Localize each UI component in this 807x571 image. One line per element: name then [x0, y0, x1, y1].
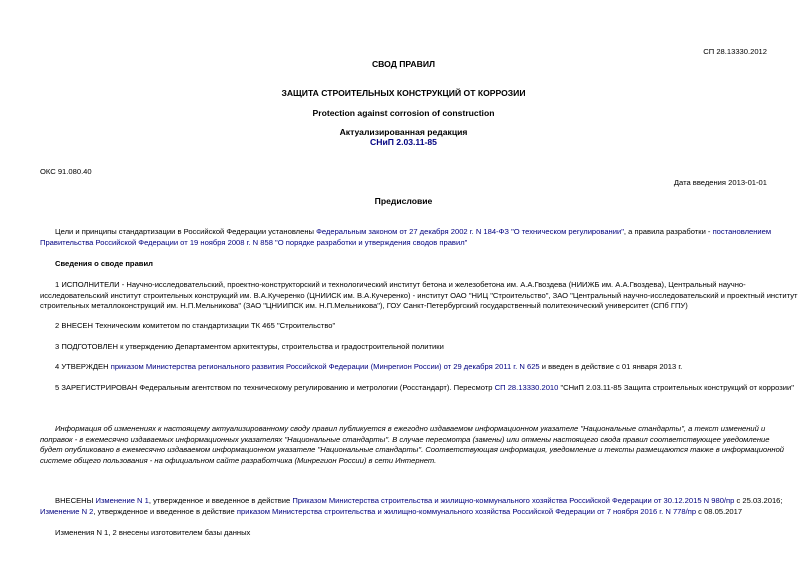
- item-5: [55, 383, 794, 392]
- oks-code: ОКС 91.080.40: [40, 167, 92, 176]
- text: 5 ЗАРЕГИСТРИРОВАН Федеральным агентством по техническому регулированию и метрологии (Росстандарт). Пересмотр: [55, 383, 495, 392]
- text: с 08.05.2017: [696, 507, 743, 516]
- approval-order-link[interactable]: приказом Министерства регионального развития Российской Федерации (Минрегион России) от 29 декабря 2011 г. N 625: [110, 362, 540, 371]
- text: , утвержденное и введенное в действие: [93, 507, 237, 516]
- info-paragraph-line-1: Информация об изменениях к настоящему актуализированному своду правил публикуется в ежегодно издаваемом информационном указателе "Национальные стандарты", а текст изменений и: [55, 424, 766, 433]
- document-title: ЗАЩИТА СТРОИТЕЛЬНЫХ КОНСТРУКЦИЙ ОТ КОРРОЗИИ: [281, 88, 526, 98]
- text: 4 УТВЕРЖДЕН: [55, 362, 111, 371]
- change-1-link[interactable]: Изменение N 1: [95, 496, 149, 505]
- item-3: 3 ПОДГОТОВЛЕН к утверждению Департаментом архитектуры, строительства и градостроительной политики: [55, 342, 444, 351]
- text: с 25.03.2016;: [734, 496, 783, 505]
- order-778-link[interactable]: приказом Министерства строительства и жилищно-коммунального хозяйства Российской Федерации от 7 ноября 2016 г. N 778/пр: [236, 507, 697, 516]
- item-1-line-1: 1 ИСПОЛНИТЕЛИ - Научно-исследовательский, проектно-конструкторский и технологический институт бетона и железобетона им. А.А.Гвоздева (НИИЖБ им. А.А.Гвоздева), Центральный научно-: [55, 280, 746, 289]
- text: и введен в действие с 01 января 2013 г.: [539, 362, 683, 371]
- sp-2010-link[interactable]: СП 28.13330.2010: [494, 383, 559, 392]
- government-decree-link-cont[interactable]: Правительства Российской Федерации от 19 ноября 2008 г. N 858 "О порядке разработки и утверждения сводов правил": [40, 238, 468, 247]
- government-decree-link[interactable]: постановлением: [712, 227, 772, 236]
- document-title-en: Protection against corrosion of construction: [312, 108, 495, 118]
- info-paragraph-line-4: системе общего пользования - на официальном сайте разработчика (Минрегион России) в сети Интернет.: [40, 456, 437, 465]
- text: Цели и принципы стандартизации в Российской Федерации установлены: [55, 227, 317, 236]
- order-980-link[interactable]: Приказом Министерства строительства и жилищно-коммунального хозяйства Российской Федерации от 30.12.2015 N 980/пр: [292, 496, 735, 505]
- document-kind: СВОД ПРАВИЛ: [371, 59, 436, 69]
- intro-date: Дата введения 2013-01-01: [673, 178, 767, 187]
- federal-law-link[interactable]: Федеральным законом от 27 декабря 2002 г. N 184-ФЗ "О техническом регулировании": [316, 227, 624, 236]
- preface-paragraph-1: [55, 227, 772, 236]
- info-heading: Сведения о своде правил: [55, 259, 153, 268]
- item-4: [55, 362, 682, 371]
- info-paragraph-line-3: будет опубликовано в ежемесячно издаваемом информационном указателе "Национальные стандарты". Соответствующая информация, уведомление и тексты размещаются также в информационной: [40, 445, 785, 454]
- preface-heading: Предисловие: [374, 196, 433, 206]
- snip-link[interactable]: СНиП 2.03.11-85: [370, 137, 437, 147]
- item-2: 2 ВНЕСЕН Техническим комитетом по стандартизации ТК 465 "Строительство": [55, 321, 336, 330]
- changes-line-1: [55, 496, 783, 505]
- document-code: СП 28.13330.2012: [703, 47, 767, 56]
- info-paragraph-line-2: поправок - в ежемесячно издаваемых информационных указателях "Национальные стандарты". В случае пересмотра (замены) или отмены настоящего свода правил соответствующее уведомление: [40, 435, 770, 444]
- item-1-line-2: исследовательский институт строительных конструкций им. В.А.Кучеренко (ЦНИИСК им. В.А.Кучеренко) - институт ОАО "НИЦ "Строительство", ЗАО "Центральный научно-исследовательский и проектный институт: [40, 291, 798, 300]
- footer-note: Изменения N 1, 2 внесены изготовителем базы данных: [55, 528, 251, 537]
- item-1-line-3: строительных металлоконструкций им. Н.П.Мельникова" (ЗАО "ЦНИИПСК им. Н.П.Мельникова"), ГОУ Санкт-Петербургский государственный политехнический университет (СПб ГПУ): [40, 301, 688, 310]
- changes-line-2: [40, 507, 742, 516]
- text: , утвержденное и введенное в действие: [148, 496, 293, 505]
- change-2-link[interactable]: Изменение N 2: [40, 507, 94, 516]
- text: ВНЕСЕНЫ: [55, 496, 96, 505]
- edition-label: Актуализированная редакция: [339, 127, 468, 137]
- text: , а правила разработки -: [623, 227, 713, 236]
- text: "СНиП 2.03.11-85 Защита строительных конструкций от коррозии": [558, 383, 794, 392]
